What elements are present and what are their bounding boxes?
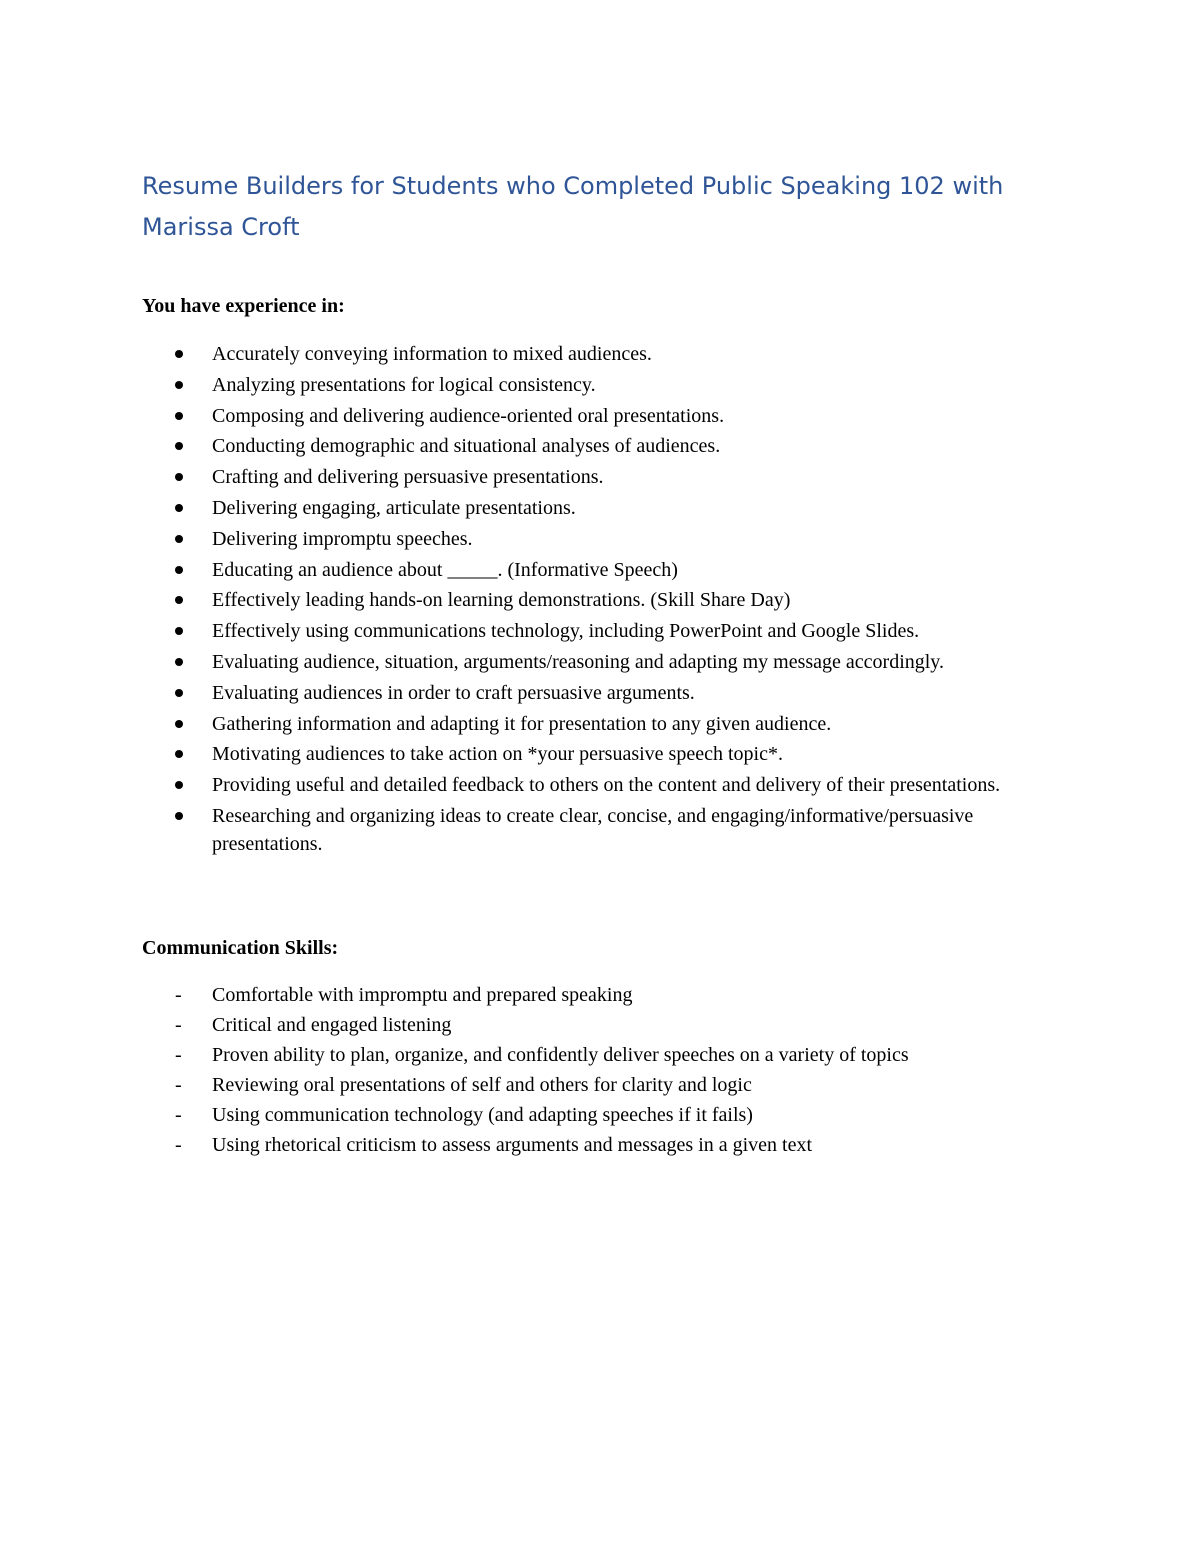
list-item-text: Educating an audience about _____. (Informative Speech) (212, 558, 678, 581)
list-item-text: Researching and organizing ideas to create clear, concise, and engaging/informative/persuasive presentations. (212, 804, 974, 855)
bullet-icon (175, 720, 183, 728)
list-item (142, 648, 1062, 676)
bullet-icon (175, 689, 183, 697)
list-item (142, 980, 1062, 1010)
list-item (142, 402, 1062, 430)
list-item-text: Providing useful and detailed feedback to others on the content and delivery of their presentations. (212, 774, 1001, 797)
list-item-text: Accurately conveying information to mixed audiences. (212, 343, 652, 365)
dash-marker: - (175, 984, 182, 1006)
list-item (142, 1010, 1062, 1040)
dash-marker: - (175, 1014, 182, 1036)
bullet-icon (175, 566, 183, 574)
list-item-text: Analyzing presentations for logical consistency. (212, 373, 596, 396)
list-item (142, 525, 1062, 553)
bullet-icon (175, 627, 183, 635)
bullet-icon (175, 504, 183, 512)
list-item-text: Composing and delivering audience-oriented oral presentations. (212, 404, 725, 427)
list-item-text: Effectively using communications technology, including PowerPoint and Google Slides. (212, 620, 920, 643)
list-item (142, 740, 1062, 768)
list-item (142, 679, 1062, 707)
list-item (142, 371, 1062, 399)
list-item (142, 1100, 1062, 1130)
list-item-text: Gathering information and adapting it for presentation to any given audience. (212, 712, 832, 735)
bullet-icon (175, 781, 183, 789)
list-item (142, 463, 1062, 491)
dash-marker: - (175, 1134, 182, 1156)
list-item-text: Critical and engaged listening (212, 1014, 452, 1036)
bullet-icon (175, 473, 183, 481)
list-item (142, 1070, 1062, 1100)
communication-list (142, 980, 1062, 1160)
list-item (142, 1130, 1062, 1160)
bullet-icon (175, 812, 183, 820)
list-item-text: Comfortable with impromptu and prepared speaking (212, 984, 633, 1006)
list-item-text: Delivering engaging, articulate presentations. (212, 496, 576, 519)
list-item-text: Conducting demographic and situational analyses of audiences. (212, 435, 721, 458)
list-item-text: Crafting and delivering persuasive presentations. (212, 466, 604, 489)
list-item (142, 340, 1062, 368)
bullet-icon (175, 350, 183, 358)
bullet-icon (175, 596, 183, 604)
list-item-text: Motivating audiences to take action on *your persuasive speech topic*. (212, 743, 783, 766)
experience-list (142, 340, 1062, 861)
list-item (142, 432, 1062, 460)
list-item-text: Using communication technology (and adapting speeches if it fails) (212, 1104, 753, 1126)
bullet-icon (175, 381, 183, 389)
list-item-text: Delivering impromptu speeches. (212, 527, 473, 550)
bullet-icon (175, 750, 183, 758)
bullet-icon (175, 535, 183, 543)
document-title: Resume Builders for Students who Completed Public Speaking 102 with Marissa Croft (142, 172, 1004, 241)
list-item (142, 617, 1062, 645)
dash-marker: - (175, 1044, 182, 1066)
dash-marker: - (175, 1074, 182, 1096)
list-item (142, 556, 1062, 584)
list-item-text: Evaluating audience, situation, arguments/reasoning and adapting my message accordingly. (212, 650, 945, 673)
list-item-text: Evaluating audiences in order to craft persuasive arguments. (212, 681, 695, 704)
list-item (142, 494, 1062, 522)
communication-heading: Communication Skills: (142, 937, 339, 959)
list-item (142, 771, 1062, 799)
list-item (142, 1040, 1062, 1070)
list-item-text: Proven ability to plan, organize, and confidently deliver speeches on a variety of topics (212, 1044, 909, 1066)
bullet-icon (175, 658, 183, 666)
list-item (142, 710, 1062, 738)
list-item (142, 586, 1062, 614)
experience-heading: You have experience in: (142, 295, 345, 317)
dash-marker: - (175, 1104, 182, 1126)
bullet-icon (175, 442, 183, 450)
list-item-text: Reviewing oral presentations of self and others for clarity and logic (212, 1074, 752, 1096)
list-item-text: Effectively leading hands-on learning demonstrations. (Skill Share Day) (212, 589, 791, 612)
list-item (142, 802, 1062, 858)
bullet-icon (175, 412, 183, 420)
list-item-text: Using rhetorical criticism to assess arguments and messages in a given text (212, 1134, 813, 1156)
